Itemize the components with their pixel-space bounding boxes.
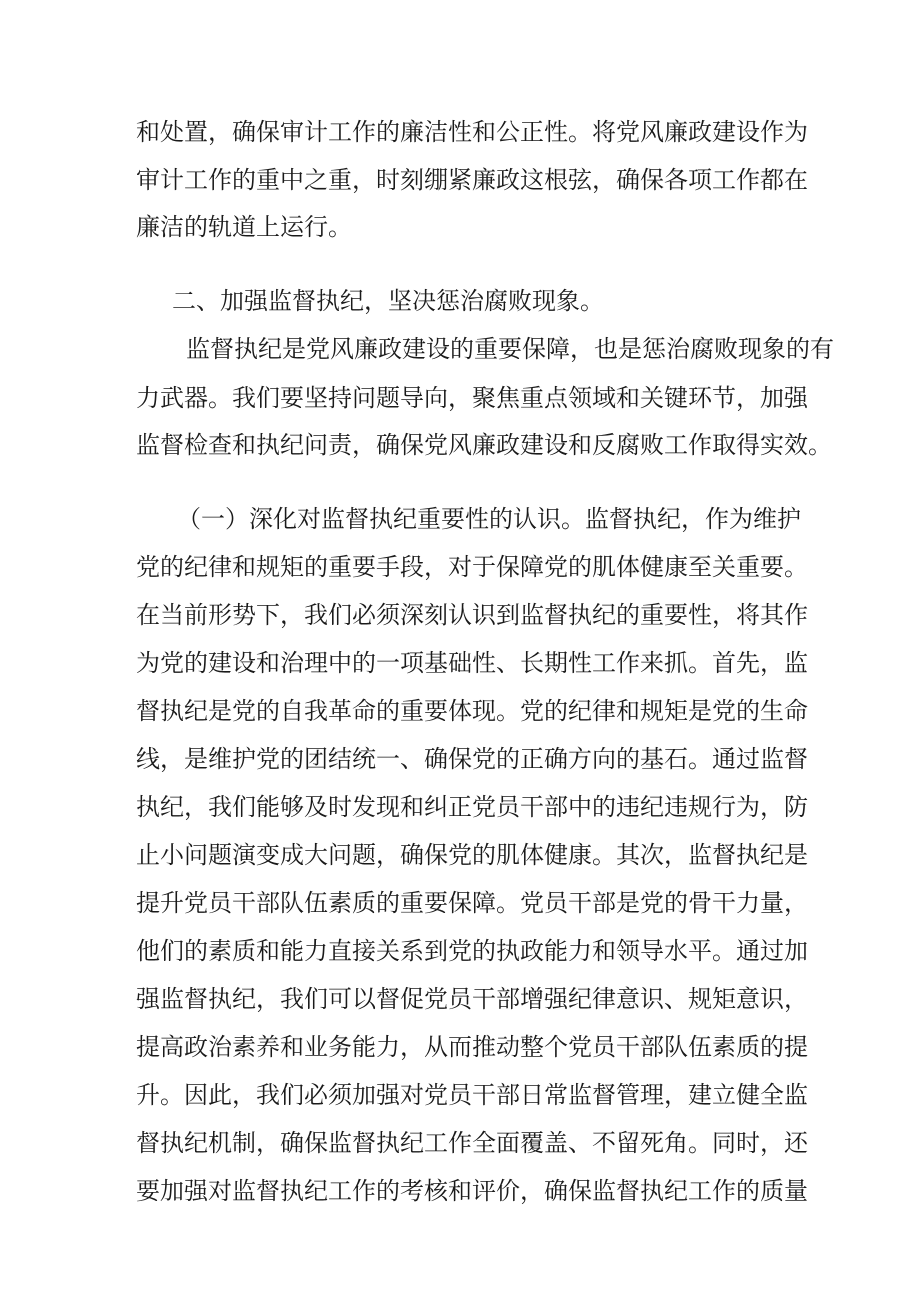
text-line: 止小问题演变成大问题，确保党的肌体健康。其次，监督执纪是 (136, 841, 808, 869)
text-line: 要加强对监督执纪工作的考核和评价，确保监督执纪工作的质量 (136, 1177, 808, 1205)
text-line: 他们的素质和能力直接关系到党的执政能力和领导水平。通过加 (136, 937, 808, 965)
text-line: 党的纪律和规矩的重要手段，对于保障党的肌体健康至关重要。 (136, 553, 808, 581)
text-line: 督执纪是党的自我革命的重要体现。党的纪律和规矩是党的生命 (136, 697, 808, 725)
text-line: 线，是维护党的团结统一、确保党的正确方向的基石。通过监督 (136, 745, 808, 773)
subsection-heading-line: （一）深化对监督执纪重要性的认识。监督执纪，作为维护 (177, 505, 801, 533)
text-line: 强监督执纪，我们可以督促党员干部增强纪律意识、规矩意识， (136, 985, 808, 1013)
text-line: 监督执纪是党风廉政建设的重要保障，也是惩治腐败现象的有 (186, 335, 834, 363)
text-line: 审计工作的重中之重，时刻绷紧廉政这根弦，确保各项工作都在 (136, 166, 808, 194)
text-line: 监督检查和执纪问责，确保党风廉政建设和反腐败工作取得实效。 (136, 431, 832, 459)
text-line: 执纪，我们能够及时发现和纠正党员干部中的违纪违规行为，防 (136, 793, 808, 821)
text-line: 廉洁的轨道上运行。 (136, 213, 352, 241)
text-line: 提高政治素养和业务能力，从而推动整个党员干部队伍素质的提 (136, 1033, 808, 1061)
text-line: 为党的建设和治理中的一项基础性、长期性工作来抓。首先，监 (136, 649, 808, 677)
text-line: 督执纪机制，确保监督执纪工作全面覆盖、不留死角。同时，还 (136, 1129, 808, 1157)
text-line: 在当前形势下，我们必须深刻认识到监督执纪的重要性，将其作 (136, 601, 808, 629)
text-line: 力武器。我们要坚持问题导向，聚焦重点领域和关键环节，加强 (136, 384, 808, 412)
text-line: 和处置，确保审计工作的廉洁性和公正性。将党风廉政建设作为 (136, 118, 808, 146)
text-line: 提升党员干部队伍素质的重要保障。党员干部是党的骨干力量， (136, 889, 808, 917)
section-heading: 二、加强监督执纪，坚决惩治腐败现象。 (172, 287, 604, 315)
text-line: 升。因此，我们必须加强对党员干部日常监督管理，建立健全监 (136, 1081, 808, 1109)
